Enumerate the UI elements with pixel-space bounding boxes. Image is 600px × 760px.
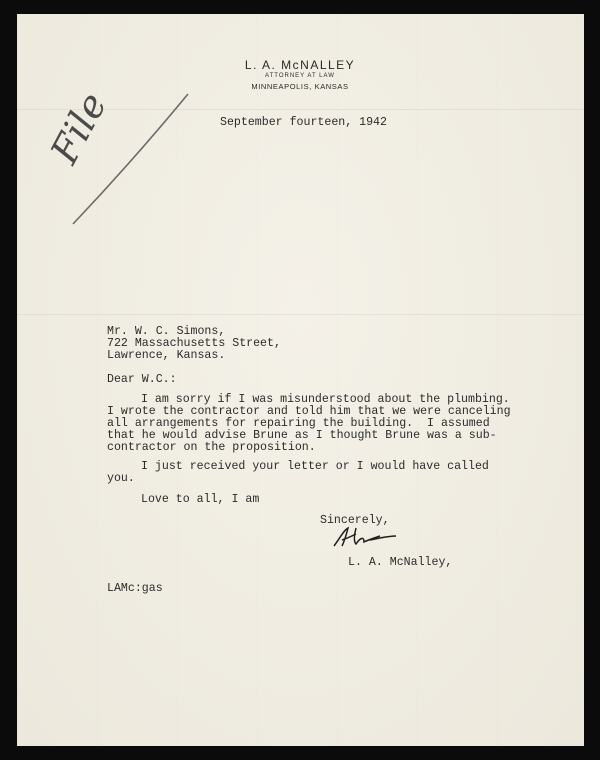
reference-initials: LAMc:gas [107, 582, 163, 595]
recipient-line: Mr. W. C. Simons, [107, 325, 226, 338]
body-line: I am sorry if I was misunderstood about the plumbing. [141, 393, 510, 406]
body-line: you. [107, 472, 135, 485]
body-line: contractor on the proposition. [107, 441, 316, 454]
letter-date: September fourteen, 1942 [220, 116, 387, 129]
body-line: all arrangements for repairing the building. I assumed [107, 417, 490, 430]
recipient-line: 722 Massachusetts Street, [107, 337, 281, 350]
recipient-line: Lawrence, Kansas. [107, 349, 226, 362]
body-line: that he would advise Brune as I thought Brune was a sub- [107, 429, 497, 442]
handwritten-annotation: File [42, 85, 116, 171]
letterhead-title: ATTORNEY AT LAW [265, 73, 335, 79]
signature-name: L. A. McNalley, [348, 556, 453, 569]
body-line: I just received your letter or I would have called [141, 460, 489, 473]
letterhead-city: MINNEAPOLIS, KANSAS [251, 82, 349, 91]
sign-off: Sincerely, [320, 514, 390, 527]
closing-line: Love to all, I am [141, 493, 260, 506]
letterhead-name: L. A. McNALLEY [244, 58, 356, 72]
salutation: Dear W.C.: [107, 373, 177, 386]
handwritten-signature [330, 524, 400, 552]
body-line: I wrote the contractor and told him that we were canceling [107, 405, 511, 418]
